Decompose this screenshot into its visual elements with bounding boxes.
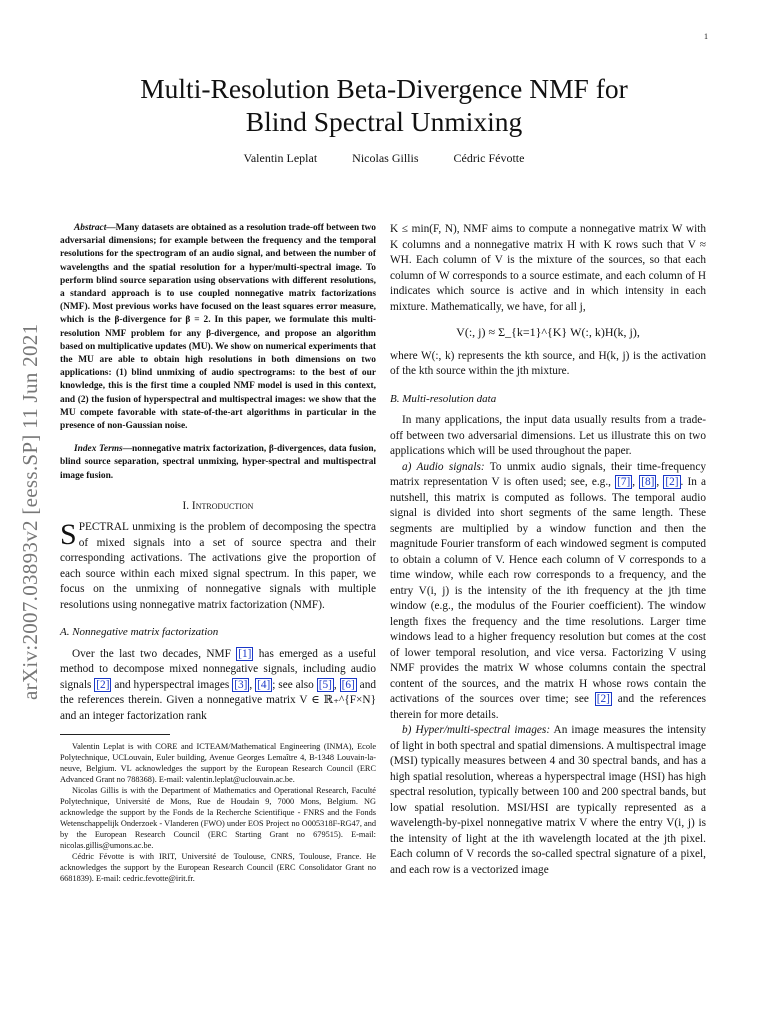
citation-link[interactable]: [6] [341,678,355,691]
text-run: and the references therein for more details. [390,693,706,721]
equation-explanation: where W(:, k) represents the kth source, and H(k, j) is the activation of the kth source within the jth mixture. [390,349,706,377]
footnote: Valentin Leplat is with CORE and ICTEAM/Mathematical Engineering (INMA), Ecole Polytechnique, UCLouvain, Euler building, Avenue Georges Lemaître 4, B-1348 Louvain-la-neuve, Belgium. VL acknowledges the support by the European Research Council (ERC Advanced Grant no 788368). E-mail: valentin.leplat@uclouvain.ac.be. [60,742,376,785]
title-line-2: Blind Spectral Unmixing [245,106,523,137]
footnote: Nicolas Gillis is with the Department of Mathematics and Operational Research, Faculté Polytechnique, Université de Mons, Rue de Houdain 9, 7000 Mons, Belgium. NG acknowledge the support by the Fonds de la Recherche Scientifique - FNRS and the Fonds Wetenschappelijk Onderzoek - Vlanderen (FWO) under EOS Project no O005318F-RG47, and by the European Research Council (ERC Starting Grant no 679515). E-mail: nicolas.gillis@umons.ac.be. [60,786,376,851]
arxiv-stamp: arXiv:2007.03893v2 [eess.SP] 11 Jun 2021 [18,323,42,700]
nmf-paragraph [60,647,376,725]
abstract [60,222,376,433]
citation-link[interactable]: [5] [318,678,332,691]
hyperspectral-paragraph [390,723,706,878]
paragraph-heading: a) Audio signals: [402,460,485,473]
subsection-heading-multires: B. Multi-resolution data [390,392,497,405]
author-name: Valentin Leplat [243,151,318,165]
paragraph-heading: b) Hyper/multi-spectral images: [402,724,551,736]
text-run: , [249,678,256,691]
abstract-label: Abstract [74,223,107,233]
index-terms-label: Index Terms [74,444,123,455]
citation-link[interactable]: [1] [238,647,252,660]
citation-link[interactable]: [4] [257,678,271,691]
citation-link[interactable]: [3] [234,678,248,691]
intro-paragraph [60,520,376,613]
text-run: has emerged as a useful method to decompose mixed nonnegative signals, including audio signals [60,647,376,691]
dropcap: S [60,518,77,552]
text-run: ; see also [272,678,317,691]
intro-text: PECTRAL unmixing is the problem of decomposing the spectra of mixed signals into a set of source spectra and their corresponding activations. The activations give the proportion of each source within each mixed signal spectrum. In this paper, we focus on the unmixing of nonnegative signals with multiple resolutions using nonnegative matrix factorization (NMF). [60,521,376,611]
text-run: An image measures the intensity of light in both spectral and spatial dimensions. A multispectral image (MSI) typically measures between 4 and 30 spectral bands, and has a high spatial resolution, whereas a hyperspectral image (HSI) has high spectral resolution, typically between 100 and 200 spectral bands, but low spatial resolution. MSI/HSI are typically represented as a wavelength-by-pixel nonnegative matrix V where the entry V(i, j) is the intensity of light at the ith wavelength located at the jth pixel. Each column of V records the so-called spectral signature of a pixel, and each row is a vectorized image [390,724,707,876]
text-run: Over the last two decades, NMF [72,647,237,660]
abstract-text: —Many datasets are obtained as a resolution trade-off between two adversarial dimensions; for example between the frequency and the temporal resolutions for the spectrogram of an audio signal, and between the number of wavelengths and the spatial resolution for a hyper/multi-spectral image. To perform blind source separation using observations with different resolutions, a standard approach is to use coupled nonnegative matrix factorizations (NMF). Most previous works have focused on the least squares error measure, which is the β-divergence for β = 2. In this paper, we formulate this multi-resolution NMF problem for any β-divergence, and propose an algorithm based on multiplicative updates (MU). We show on numerical experiments that the MU are able to obtain high resolutions in both dimensions on two applications: (1) blind unmixing of audio spectrograms: to the best of our knowledge, this is the first time a coupled NMF model is used in this context, and (2) the fusion of hyperspectral and multispectral images: we show that the MU compete favorable with state-of-the-art algorithms in particular in the presence of non-Gaussian noise. [60,223,376,432]
index-terms [60,443,376,483]
text-run: , [656,476,664,488]
paper-title [60,72,708,138]
text-run: and hyperspectral images [111,678,233,691]
nmf-definition-paragraph: K ≤ min(F, N), NMF aims to compute a nonnegative matrix W with K columns and a nonnegative matrix H with K rows such that V ≈ WH. Each column of V is the mixture of the sources, so that each column of W corresponds to a source estimate, and each column of H indicates which source is active and in which intensity in each mixture. Mathematically, we have, for all j, [390,223,706,313]
author-name: Cédric Févotte [453,151,525,165]
right-column [390,222,706,878]
citation-link[interactable]: [2] [96,678,110,691]
multires-intro: In many applications, the input data usually results from a trade-off between two adversarial dimensions. Let us illustrate this on two applications which will be used throughout the paper. [390,414,706,457]
equation: V(:, j) ≈ Σ_{k=1}^{K} W(:, k)H(k, j), [456,325,640,339]
author-list [60,151,708,166]
author-name: Nicolas Gillis [352,151,419,165]
index-terms-text: —nonnegative matrix factorization, β-divergences, data fusion, blind source separation, spectral unmixing, hyper-spectral and multispectral image fusion. [60,444,376,481]
footnote: Cédric Févotte is with IRIT, Université de Toulouse, CNRS, Toulouse, France. He acknowledges the support by the European Research Council (ERC Consolidator Grant no 6681839). E-mail: cedric.fevotte@irit.fr. [60,852,376,884]
text-run: and the references therein. Given a nonnegative matrix V ∈ ℝ₊^{F×N} and an integer factorization rank [60,678,376,722]
title-line-1: Multi-Resolution Beta-Divergence NMF for [140,73,628,104]
left-column [60,222,376,884]
citation-link[interactable]: [8] [641,476,655,488]
citation-link[interactable]: [2] [596,693,610,705]
citation-link[interactable]: [7] [617,476,631,488]
text-run: . In a nutshell, this matrix is computed as follows. The temporal audio signal is divided into short segments of the same length. These segments are multiplied by a window function and then the magnitude Fourier transform of each windowed segment is computed to obtain a column of V. Hence each column of V corresponds to a time window, while each row corresponds to a frequency, and the entry V(i, j) is the intensity of the ith frequency at the jth time window (e.g., the modulus of the Fourier coefficient). The window length fixes the frequency and the time resolutions. Larger time windows lead to a higher frequency resolution but comes at the cost of lower temporal resolution, and vice versa. Factorizing V using NMF provides the matrix W whose columns contain the spectral content of the sources, and the matrix H whose rows contain the activations of the sources over time; see [390,476,706,705]
page-number: 1 [704,32,708,41]
text-run: , [333,678,340,691]
section-heading-introduction: I. Introduction [182,499,254,512]
subsection-heading-nmf: A. Nonnegative matrix factorization [60,626,219,639]
citation-link[interactable]: [2] [665,476,679,488]
footnote-rule [60,734,170,735]
audio-paragraph [390,460,706,724]
text-run: , [632,476,640,488]
text-run: To unmix audio signals, their time-frequency matrix representation V is often used; see, e.g., [390,460,706,488]
